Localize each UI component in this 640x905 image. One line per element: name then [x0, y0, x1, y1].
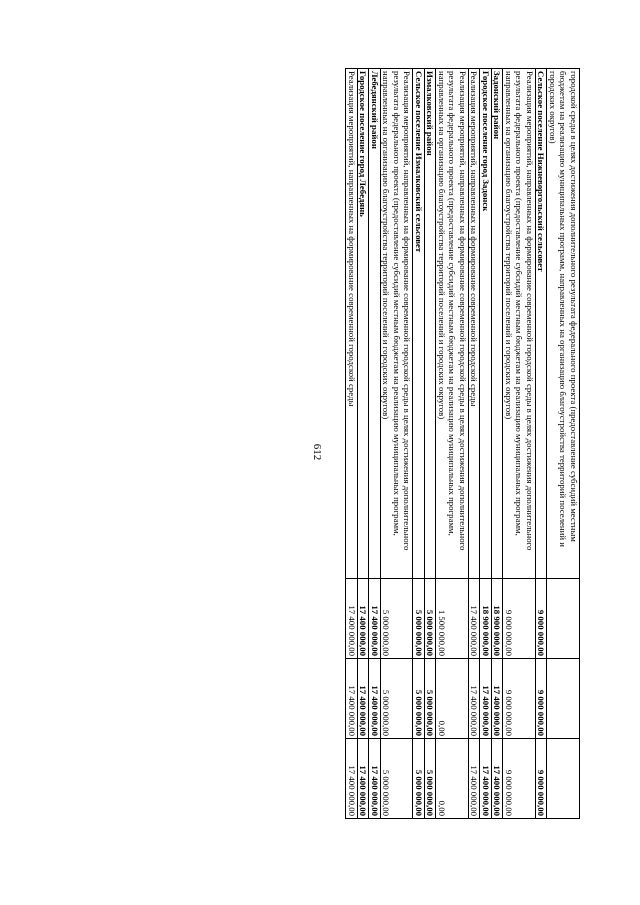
amount-year-2: 5 000 000,00: [381, 659, 414, 739]
row-name: Городское поселение город Задонск: [480, 69, 492, 579]
table-row: [358, 69, 370, 819]
amount-year-1: 17 400 000,00: [369, 579, 381, 659]
amount-year-3: 17 400 000,00: [469, 739, 481, 819]
amount-year-3: 9 000 000,00: [536, 739, 548, 819]
row-name: Сельское поселение Измалковский сельсовет: [413, 69, 425, 579]
amount-year-1: 1 500 000,00: [436, 579, 469, 659]
amount-year-2: 17 400 000,00: [492, 659, 504, 739]
amount-year-1: 9 000 000,00: [503, 579, 536, 659]
rotated-budget-table-wrapper: [60, 68, 580, 818]
amount-year-1: 18 900 000,00: [480, 579, 492, 659]
amount-year-2: 5 000 000,00: [413, 659, 425, 739]
amount-year-1: 17 400 000,00: [358, 579, 370, 659]
amount-year-2: 17 400 000,00: [480, 659, 492, 739]
amount-year-3: 5 000 000,00: [425, 739, 437, 819]
amount-year-3: 17 400 000,00: [492, 739, 504, 819]
amount-year-2: 17 400 000,00: [469, 659, 481, 739]
amount-year-3: [547, 739, 580, 819]
table-row: [369, 69, 381, 819]
table-row: [492, 69, 504, 819]
amount-year-3: 17 400 000,00: [358, 739, 370, 819]
amount-year-1: 5 000 000,00: [413, 579, 425, 659]
amount-year-1: 5 000 000,00: [425, 579, 437, 659]
row-name: Реализация мероприятий, направленных на формирование современной городской среды: [346, 69, 358, 579]
row-name: Сельское поселение Нижневоргольский сельсовет: [536, 69, 548, 579]
amount-year-2: 9 000 000,00: [536, 659, 548, 739]
table-row: [480, 69, 492, 819]
table-row: [436, 69, 469, 819]
amount-year-1: 17 400 000,00: [346, 579, 358, 659]
amount-year-3: 17 400 000,00: [480, 739, 492, 819]
amount-year-2: [547, 659, 580, 739]
amount-year-3: 5 000 000,00: [381, 739, 414, 819]
amount-year-3: 5 000 000,00: [413, 739, 425, 819]
budget-table-body: [346, 69, 580, 819]
amount-year-2: 17 400 000,00: [369, 659, 381, 739]
table-row: [469, 69, 481, 819]
amount-year-1: 9 000 000,00: [536, 579, 548, 659]
row-name: Реализация мероприятий, направленных на формирование современной городской среды: [469, 69, 481, 579]
table-row: [547, 69, 580, 819]
amount-year-1: 18 900 000,00: [492, 579, 504, 659]
amount-year-3: 0,00: [436, 739, 469, 819]
amount-year-2: 0,00: [436, 659, 469, 739]
table-row: [425, 69, 437, 819]
row-name: Городское поселение город Лебедянь: [358, 69, 370, 579]
table-row: [503, 69, 536, 819]
budget-table: [346, 68, 581, 819]
amount-year-2: 17 400 000,00: [358, 659, 370, 739]
row-name: Задонский район: [492, 69, 504, 579]
row-name: Лебедянский район: [369, 69, 381, 579]
amount-year-2: 17 400 000,00: [346, 659, 358, 739]
row-name: городской среды в целях достижения дополнительного результата федерального проекта (предоставление субсидий местным бюджетам на реализацию муниципальных программ, направленных на организацию благоустройства территорий поселений и городских округов): [547, 69, 580, 579]
amount-year-3: 9 000 000,00: [503, 739, 536, 819]
amount-year-1: [547, 579, 580, 659]
page-number: 612: [311, 443, 323, 461]
amount-year-3: 17 400 000,00: [369, 739, 381, 819]
table-row: [381, 69, 414, 819]
table-row: [346, 69, 358, 819]
row-name: Реализация мероприятий, направленных на формирование современной городской среды в целях достижения дополнительного результата федерального проекта (предоставление субсидий местным бюджетам на реализацию муниципальных программ, направленных на организацию благоустройства территорий поселений и городских округов): [436, 69, 469, 579]
row-name: Реализация мероприятий, направленных на формирование современной городской среды в целях достижения дополнительного результата федерального проекта (предоставление субсидий местным бюджетам на реализацию муниципальных программ, направленных на организацию благоустройства территорий поселений и городских округов): [503, 69, 536, 579]
table-row: [536, 69, 548, 819]
amount-year-2: 9 000 000,00: [503, 659, 536, 739]
row-name: Реализация мероприятий, направленных на формирование современной городской среды в целях достижения дополнительного результата федерального проекта (предоставление субсидий местным бюджетам на реализацию муниципальных программ, направленных на организацию благоустройства территорий поселений и городских округов): [381, 69, 414, 579]
amount-year-3: 17 400 000,00: [346, 739, 358, 819]
table-row: [413, 69, 425, 819]
amount-year-1: 5 000 000,00: [381, 579, 414, 659]
row-name: Измалковский район: [425, 69, 437, 579]
amount-year-1: 17 400 000,00: [469, 579, 481, 659]
amount-year-2: 5 000 000,00: [425, 659, 437, 739]
